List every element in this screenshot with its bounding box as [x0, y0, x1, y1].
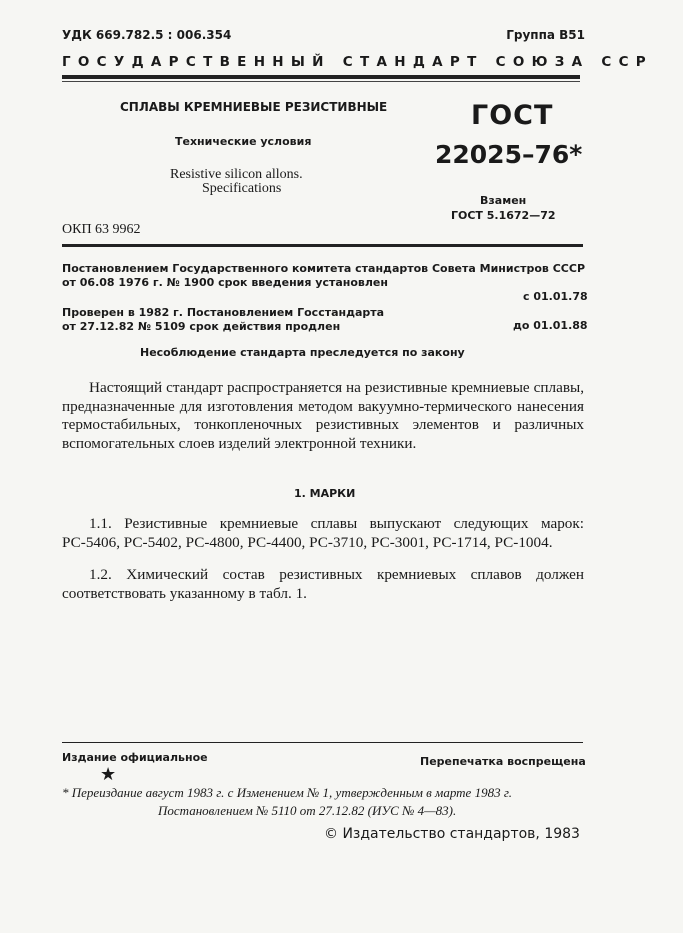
decree-line3: Проверен в 1982 г. Постановлением Госстандарта: [62, 306, 385, 319]
paragraph-1-1: 1.1. Резистивные кремниевые сплавы выпускают следующих марок: РС-5406, РС-5402, РС-4800, РС-4400, РС-3710, РС-3001, РС-1714, РС-1004.: [62, 515, 584, 551]
decree-line1: Постановлением Государственного комитета стандартов Совета Министров СССР: [62, 262, 585, 275]
english-name-line1: Resistive silicon allons.: [170, 167, 303, 182]
english-name-line2: Specifications: [202, 181, 282, 196]
section-title: 1. МАРКИ: [294, 487, 356, 500]
gost-label: ГОСТ: [471, 100, 554, 131]
star-icon: ★: [100, 764, 117, 784]
okp-code: ОКП 63 9962: [62, 222, 141, 237]
reprint-prohibited: Перепечатка воспрещена: [420, 755, 586, 768]
official-edition: Издание официальное: [62, 751, 208, 764]
paragraph-1-2: 1.2. Химический состав резистивных кремниевых сплавов должен соответствовать указанному в табл. 1.: [62, 566, 584, 602]
decree-block-2: [62, 306, 384, 334]
publisher-copyright: © Издательство стандартов, 1983: [324, 826, 580, 842]
date-effective-to: до 01.01.88: [513, 319, 588, 332]
replaces-label: Взамен: [480, 194, 527, 207]
decree-line2: от 06.08 1976 г. № 1900 срок введения установлен: [62, 276, 388, 289]
group-code: Группа В51: [506, 28, 585, 42]
standard-subtitle: Технические условия: [175, 135, 312, 148]
standard-name: СПЛАВЫ КРЕМНИЕВЫЕ РЕЗИСТИВНЫЕ: [120, 100, 388, 114]
header-rule: [62, 75, 580, 79]
udk-code: УДК 669.782.5 : 006.354: [62, 28, 232, 42]
intro-paragraph: Настоящий стандарт распространяется на резистивные кремниевые сплавы, предназначенные для изготовления методом вакуумно-термического нанесения термостабильных, тонкопленочных резистивных элементов и различных вспомогательных слоев изделий электронной техники.: [62, 379, 584, 452]
gost-number: 22025–76*: [435, 140, 583, 169]
date-effective-from: с 01.01.78: [523, 290, 588, 303]
footer-rule: [62, 742, 583, 743]
title-rule: [62, 244, 583, 247]
reissue-note-line2: Постановлением № 5110 от 27.12.82 (ИУС № 4—83).: [158, 803, 457, 818]
header-rule-thin: [62, 81, 580, 82]
replaced-standard: ГОСТ 5.1672—72: [451, 209, 556, 222]
decree-line4: от 27.12.82 № 5109 срок действия продлен: [62, 320, 341, 333]
reissue-note-line1: * Переиздание август 1983 г. с Изменением № 1, утвержденным в марте 1983 г.: [62, 785, 512, 800]
state-standard-heading: ГОСУДАРСТВЕННЫЙ СТАНДАРТ СОЮЗА ССР: [62, 54, 653, 70]
law-notice: Несоблюдение стандарта преследуется по закону: [140, 346, 465, 359]
decree-block-1: [62, 262, 585, 290]
